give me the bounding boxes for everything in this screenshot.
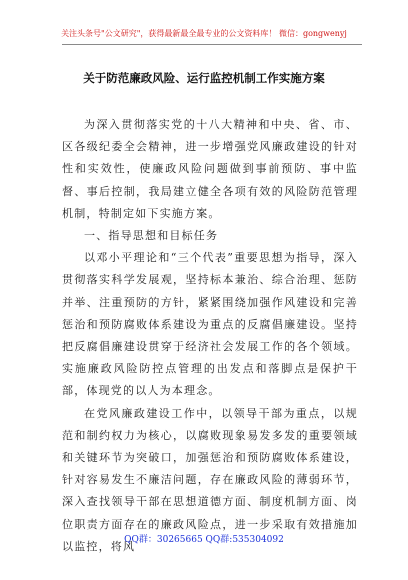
body-paragraph-intro: 为深入贯彻落实党的十八大精神和中央、省、市、区各级纪委全会精神，进一步增强党风廉政建设的针对性和实效性，使廉政风险问题做到事前预防、事中监督、事后控制，我局建立健全各项有效的风险防范管理机制，特制定如下实施方案。 [62, 118, 358, 220]
section-heading: 一、指导思想和目标任务 [84, 229, 219, 243]
header-banner: 关注头条号"公文研究"，获得最新最全最专业的公文资料库！ 微信：gongwenyj [61, 29, 347, 38]
document-title: 关于防范廉政风险、运行监控机制工作实施方案 [83, 71, 325, 85]
document-body [62, 114, 358, 558]
footer-contact: QQ群：30265665 QQ群:535304092 [124, 535, 284, 545]
body-paragraph-guiding-ideology: 以邓小平理论和“三个代表”重要思想为指导，深入贯彻落实科学发展观，坚持标本兼治、综合治理、惩防并举、注重预防的方针，紧紧围绕加强作风建设和完善惩治和预防腐败体系建设为重点的反腐倡廉建设。坚持把反腐倡廉建设贯穿于经济社会发展工作的各个领域。实施廉政风险防控点管理的出发点和落脚点是保护干部，体现党的以人为本理念。 [62, 251, 358, 398]
body-paragraph-key-areas: 在党风廉政建设工作中，以领导干部为重点，以规范和制约权力为核心，以腐败现象易发多发的重要领域和关键环节为突破口，加强惩治和预防腐败体系建设，针对容易发生不廉洁问题，存在廉政风险的薄弱环节，深入查找领导干部在思想道德方面、制度机制方面、岗位职责方面存在的廉政风险点，进一步采取有效措施加以监控，将风 [62, 406, 358, 553]
header-divider [62, 44, 362, 45]
